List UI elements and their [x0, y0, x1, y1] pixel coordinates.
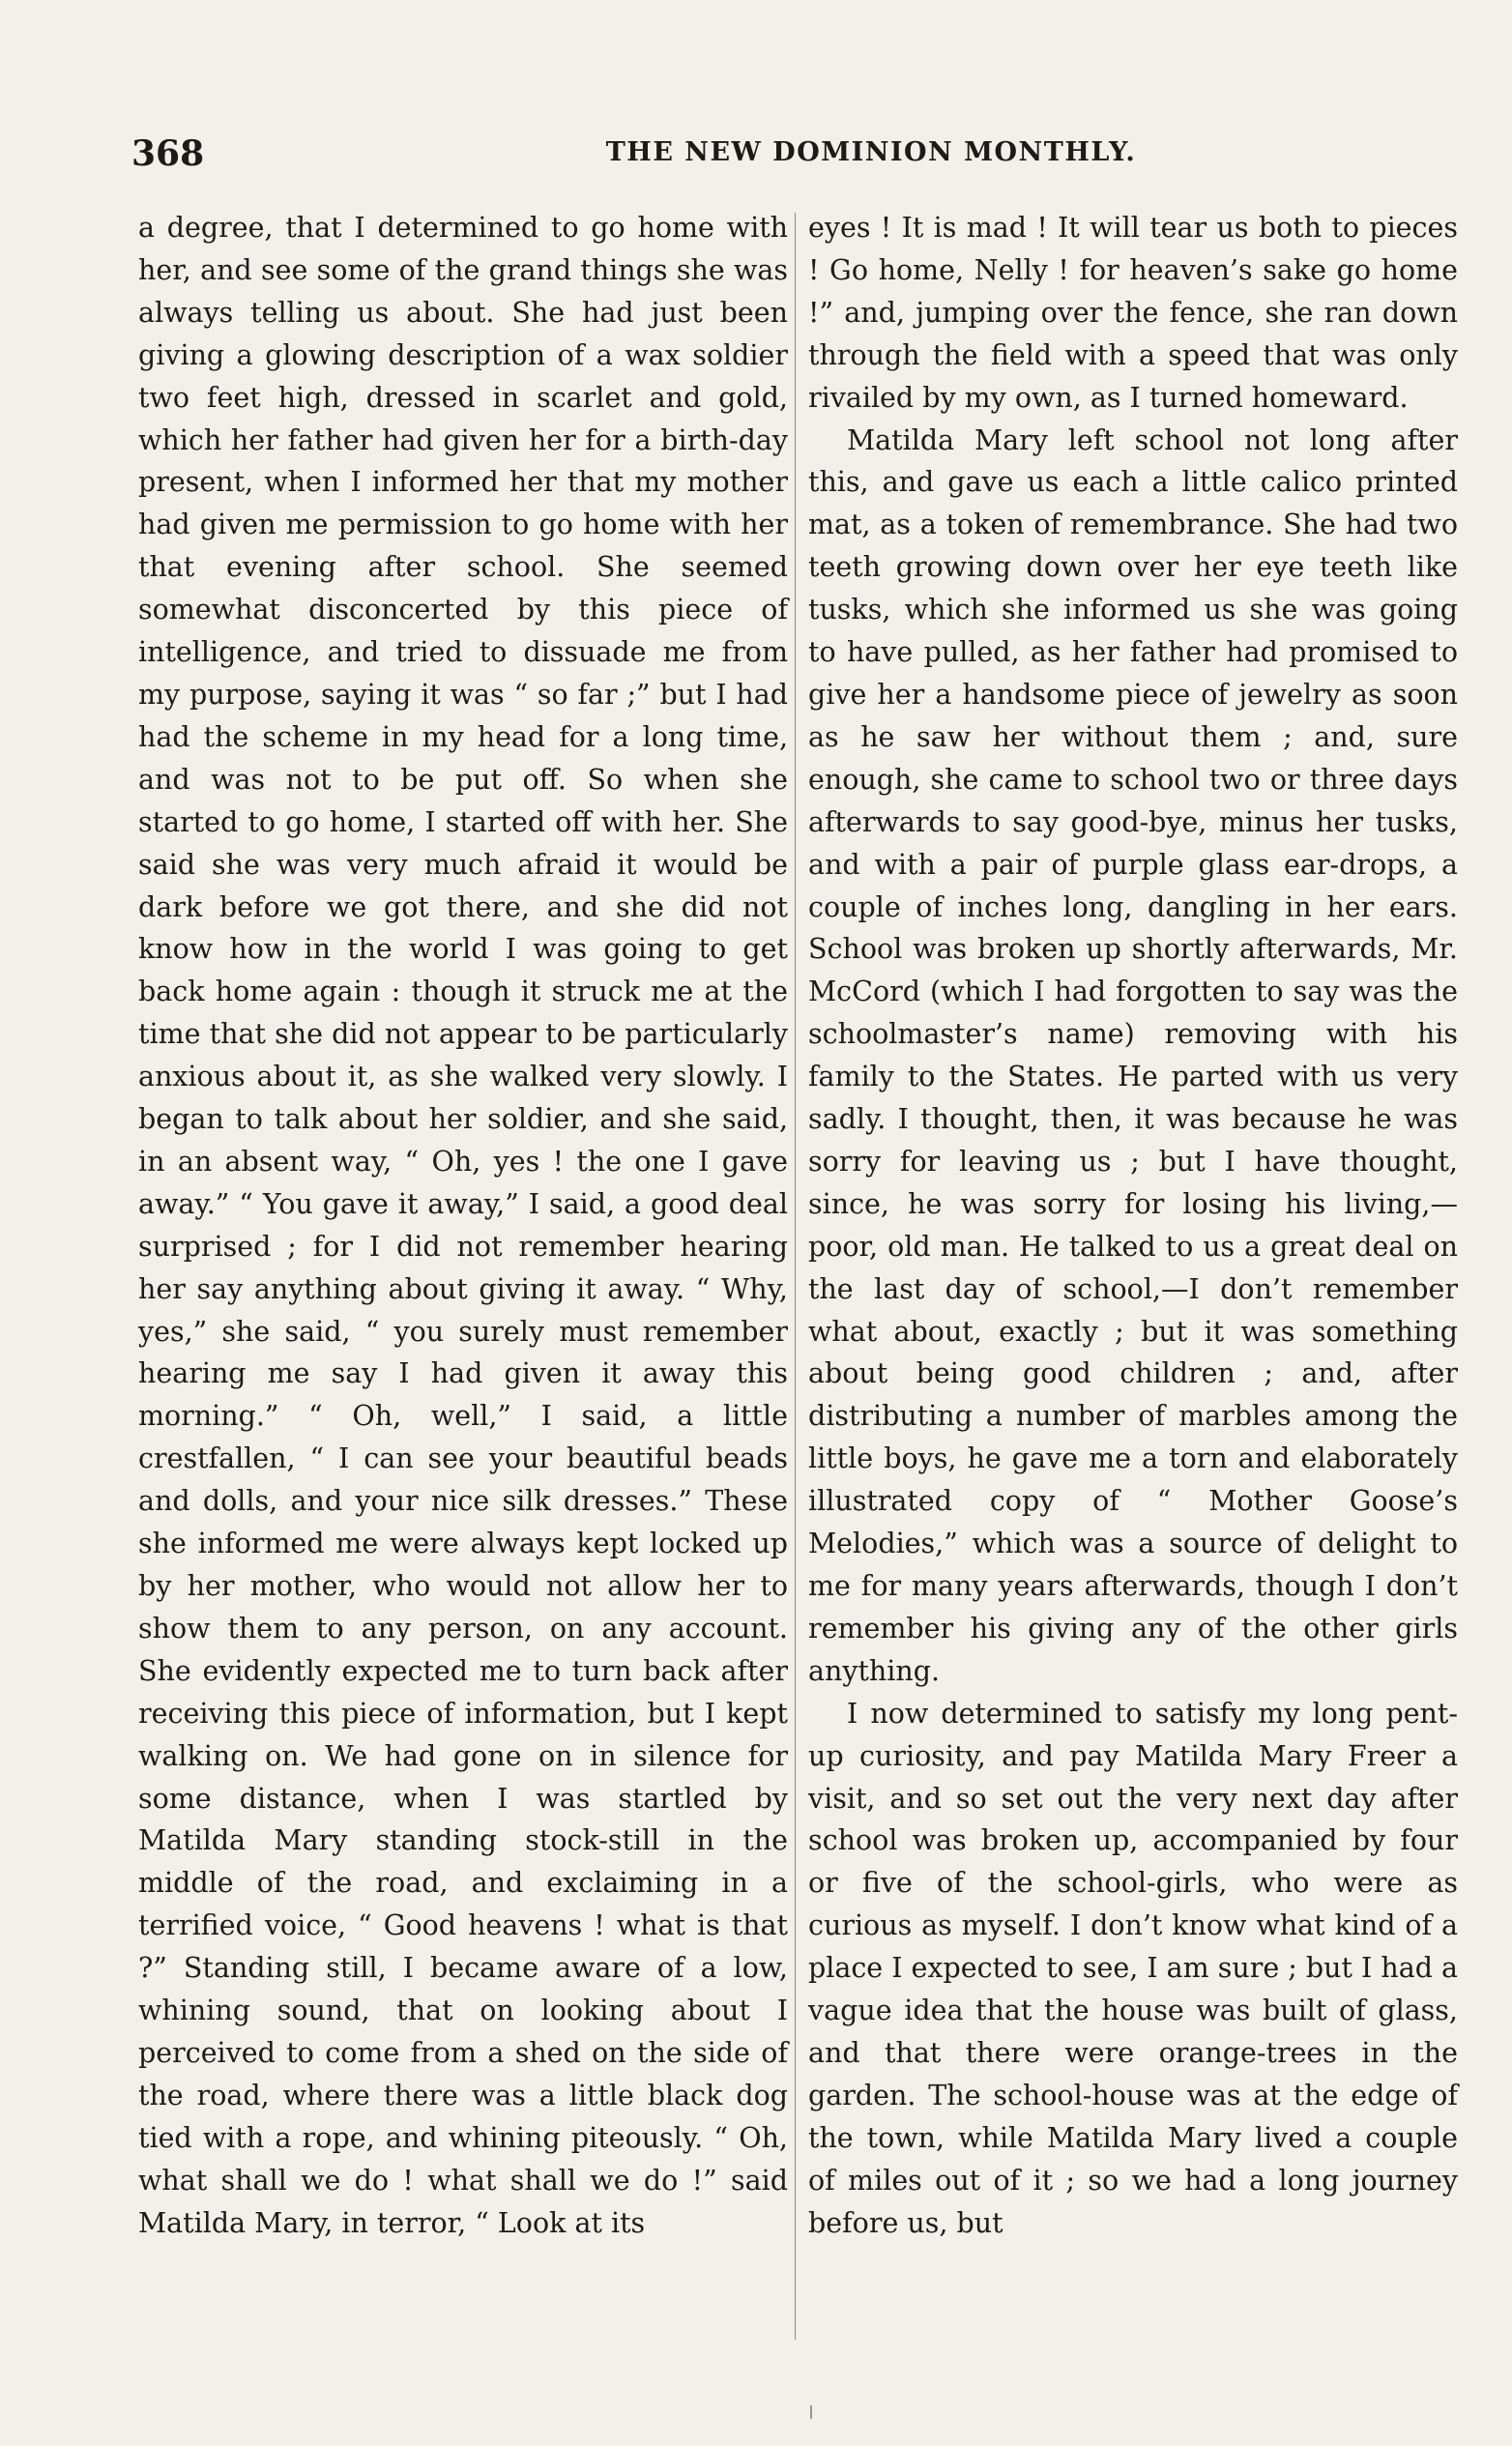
running-title: THE NEW DOMINION MONTHLY. [605, 137, 1137, 167]
page-header [131, 133, 1379, 191]
column-divider [795, 213, 796, 2340]
left-paragraph: a degree, that I determined to go home with her, and see some of the grand things she was always telling us about. She had just been giving a glowing description of a wax soldier two feet high, dressed in scarlet and gold, which her father had given her for a birth-day present, when I informed her that my mother had given me permission to go home with her that evening after school. She seemed somewhat disconcerted by this piece of intelligence, and tried to dissuade me from my purpose, saying it was “ so far ;” but I had had the scheme in my head for a long time, and was not to be put off. So when she started to go home, I started off with her. She said she was very much afraid it would be dark before we got there, and she did not know how in the world I was going to get back home again : though it struck me at the time that she did not appear to be particularly anxious about it, as she walked very slowly. I began to talk about her soldier, and she said, in an absent way, “ Oh, yes ! the one I gave away.” “ You gave it away,” I said, a good deal surprised ; for I did not remember hearing her say anything about giving it away. “ Why, yes,” she said, “ you surely must remember hearing me say I had given it away this morning.” “ Oh, well,” I said, a little crestfallen, “ I can see your beautiful beads and dolls, and your nice silk dresses.” These she informed me were always kept locked up by her mother, who would not allow her to show them to any person, on any account. She evidently expected me to turn back after receiving this piece of information, but I kept walking on. We had gone on in silence for some distance, when I was startled by Matilda Mary standing stock-still in the middle of the road, and exclaiming in a terrified voice, “ Good heavens ! what is that ?” Standing still, I became aware of a low, whining sound, that on looking about I perceived to come from a shed on the side of the road, where there was a little black dog tied with a rope, and whining piteously. “ Oh, what shall we do ! what shall we do !” said Matilda Mary, in terror, “ Look at its [138, 212, 788, 2239]
right-paragraph: Matilda Mary left school not long after this, and gave us each a little calico printed mat, as a token of remembrance. She had two teeth growing down over her eye teeth like tusks, which she informed us she was going to have pulled, as her father had promised to give her a handsome piece of jewelry as soon as he saw her without them ; and, sure enough, she came to school two or three days afterwards to say good-bye, minus her tusks, and with a pair of purple glass ear-drops, a couple of inches long, dangling in her ears. School was broken up shortly afterwards, Mr. McCord (which I had forgotten to say was the schoolmaster’s name) removing with his family to the States. He parted with us very sadly. I thought, then, it was because he was sorry for leaving us ; but I have thought, since, he was sorry for losing his living,—poor, old man. He talked to us a great deal on the last day of school,—I don’t remember what about, exactly ; but it was something about being good children ; and, after distributing a number of marbles among the little boys, he gave me a torn and elaborately illustrated copy of “ Mother Goose’s Melodies,” which was a source of delight to me for many years afterwards, though I don’t remember his giving any of the other girls anything. [808, 423, 1458, 1687]
right-paragraph-continued: eyes ! It is mad ! It will tear us both to pieces ! Go home, Nelly ! for heaven’s sake go home !” and, jumping over the fence, she ran down through the field with a speed that was only rivailed by my own, as I turned homeward. [808, 212, 1458, 414]
left-column [138, 207, 788, 2245]
page-number: 368 [131, 133, 205, 174]
right-paragraph: I now determined to satisfy my long pent-up curiosity, and pay Matilda Mary Freer a visit, and so set out the very next day after school was broken up, accompanied by four or five of the school-girls, who were as curious as myself. I don’t know what kind of a place I expected to see, I am sure ; but I had a vague idea that the house was built of glass, and that there were orange-trees in the garden. The school-house was at the edge of the town, while Matilda Mary lived a couple of miles out of it ; so we had a long journey before us, but [808, 1697, 1458, 2239]
print-mark [810, 2405, 812, 2419]
right-column [808, 207, 1458, 2245]
